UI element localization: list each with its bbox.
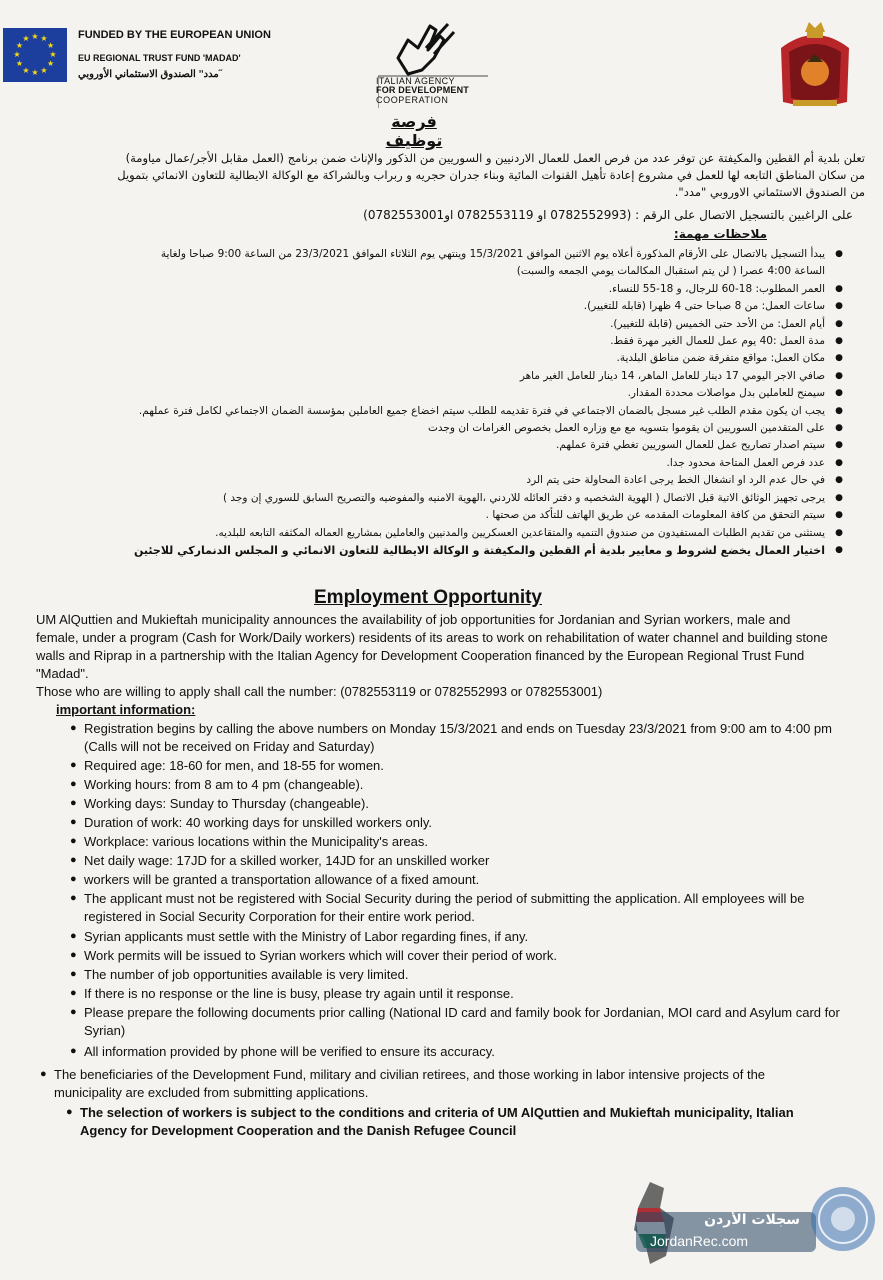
english-info-item: ● The number of job opportunities available is very limited.: [70, 967, 409, 982]
english-info-item: ● Net daily wage: 17JD for a skilled worker, 14JD for an unskilled worker: [70, 853, 490, 868]
arabic-note-item: ● صافي الاجر اليومي 17 دينار للعامل الماهر، 14 دينار للعامل الغير ماهر: [519, 369, 843, 382]
eu-star-icon: ★: [31, 32, 39, 41]
jordan-coat-of-arms-icon: [773, 18, 857, 110]
english-info-item: ● The applicant must not be registered with Social Security during the period of submitting the application. All employees will be registered in Social Security Corporation for their entire work period.: [70, 891, 805, 924]
arabic-note-item: ● العمر المطلوب: 18-60 للرجال، و 18-55 للنساء.: [608, 282, 843, 295]
eu-star-icon: ★: [49, 50, 57, 59]
eu-star-icon: ★: [22, 34, 30, 44]
arabic-intro-line: من الصندوق الاستئماني الاوروبي "مدد".: [674, 185, 865, 199]
eu-trust-fund-text: EU REGIONAL TRUST FUND 'MADAD': [78, 53, 241, 63]
arabic-note-item: ● سيمنح للعاملين بدل مواصلات محددة المقدار.: [627, 387, 843, 400]
english-info-item: ● Workplace: various locations within the Municipality's areas.: [70, 834, 429, 849]
arabic-intro: [117, 150, 865, 201]
english-info-item: ● Working days: Sunday to Thursday (changeable).: [70, 796, 369, 811]
arabic-note-item: ● مكان العمل: مواقع متفرقة ضمن مناطق البلدية.: [616, 352, 843, 365]
arabic-note-item: ● يرجى تجهيز الوثائق الاتية قبل الاتصال ( الهوية الشخصيه و دفتر العائله للاردني ،الهوية الامنيه والمفوضيه والتصريح السابق للسوري إن وجد ): [222, 491, 843, 504]
english-info-item: ● Duration of work: 40 working days for unskilled workers only.: [70, 815, 433, 830]
arabic-title: فرصة توظيف: [385, 112, 443, 150]
english-title: Employment Opportunity: [314, 587, 542, 608]
eu-star-icon: ★: [22, 65, 30, 75]
english-info-item: ● If there is no response or the line is busy, please try again until it response.: [70, 986, 514, 1001]
seal-icon: [808, 1184, 878, 1254]
arabic-note-item: ● على المتقدمين السوريين ان يقوموا بتسويه مع مع وزاره العمل بخصوص الغرامات ان وجدت: [428, 422, 843, 435]
italian-agency-line1: ITALIAN AGENCY: [376, 76, 455, 86]
arabic-note-continuation: الساعة 4:00 عصرا ( لن يتم استقبال المكالمات يومي الجمعه والسبت): [516, 265, 825, 278]
arabic-note-item: ● سيتم التحقق من كافة المعلومات المقدمه عن طريق الهاتف للتأكد من صحتها .: [485, 509, 843, 522]
english-info-item: ● The selection of workers is subject to the conditions and criteria of UM AlQuttien and Mukieftah municipality, Italian Agency for Development Cooperation and the Danish Refugee Council: [66, 1105, 794, 1138]
eu-arabic-text: الصندوق الاستئماني الأوروبي ˮمدد˝: [78, 69, 223, 80]
arabic-notes-list: [23, 246, 843, 559]
english-important-heading: important information:: [56, 702, 196, 717]
arabic-note-item: ● يستثنى من تقديم الطلبات المستفيدون من صندوق التنميه والمتقاعدين العسكريين والمدنيين والعاملين بمشاريع العماله المكثفه التابعه للبلديه.: [215, 526, 843, 539]
eu-star-icon: ★: [40, 34, 48, 44]
eu-star-icon: ★: [46, 59, 55, 68]
eu-star-icon: ★: [13, 50, 21, 59]
eu-star-icon: ★: [15, 41, 23, 50]
eu-star-icon: ★: [15, 59, 23, 68]
english-info-item: ● All information provided by phone will be verified to ensure its accuracy.: [70, 1044, 495, 1059]
eu-star-icon: ★: [31, 68, 39, 77]
english-info-item: ● Please prepare the following documents prior calling (National ID card and family book for Jordanian, MOI card and Asylum card for Syrian): [70, 1005, 840, 1038]
english-intro: UM AlQuttien and Mukieftah municipality announces the availability of job opportunities for Jordanian and Syrian workers, male and female, under a program (Cash for Work/Daily workers) residents of its areas to work on rehabilitation of water channel and building stone walls and Riprap in a partnership with the Italian Agency for Development Cooperation financed by the European Regional Trust Fund "Madad".: [36, 612, 828, 681]
english-info-item: ● Registration begins by calling the above numbers on Monday 15/3/2021 and ends on Tuesday 23/3/2021 from 9:00 am to 4:00 pm (Calls will not be received on Friday and Saturday): [70, 721, 832, 754]
english-info-item: ● Syrian applicants must settle with the Ministry of Labor regarding fines, if any.: [70, 929, 529, 944]
arabic-note-item: ● عدد فرص العمل المتاحة محدود جدا.: [666, 456, 843, 469]
english-info-item: ● Working hours: from 8 am to 4 pm (changeable).: [70, 777, 364, 792]
arabic-notes-heading: ملاحظات مهمة:: [673, 227, 767, 241]
arabic-note-item: ● يجب ان يكون مقدم الطلب غير مسجل بالضمان الاجتماعي في فترة تقديمه للطلب سيتم اخضاع جميع العاملين بمؤسسة الضمان الاجتماعي لكامل فترة عملهم.: [138, 404, 843, 417]
eu-funded-text: FUNDED BY THE EUROPEAN UNION: [78, 29, 271, 41]
italian-agency-line3: COOPERATION: [376, 95, 449, 105]
watermark-site: JordanRec.com: [650, 1233, 749, 1249]
arabic-note-item: ● ساعات العمل: من 8 صباحا حتى 4 ظهرا (قابله للتغيير).: [583, 300, 843, 313]
arabic-note-item: ● أيام العمل: من الأحد حتى الخميس (قابلة للتغيير).: [610, 317, 843, 330]
eu-flag-icon: [3, 28, 67, 82]
watermark-arabic: سجلات الأردن: [704, 1212, 800, 1228]
arabic-note-item: ● سيتم اصدار تصاريح عمل للعمال السوريين تغطي فترة عملهم.: [556, 439, 843, 452]
arabic-call-numbers: على الراغبين بالتسجيل الاتصال على الرقم : (0782552993 او 0782553119 او0782553001): [363, 208, 853, 222]
arabic-intro-line: من سكان المناطق التابعه لها للعمل في مشروع إعادة تأهيل القنوات المائية وبناء جدران حجريه و ربراب وبالشراكة مع الوكالة الايطالية للتعاون الانمائي بتمويل: [117, 168, 865, 182]
eu-star-icon: ★: [40, 65, 48, 75]
arabic-note-item: ● اختيار العمال يخضع لشروط و معايير بلدية أم القطين والمكيفتة و الوكالة الايطالية للتعاون الانمائي و المجلس الدنماركي للاجئين: [134, 543, 843, 557]
english-info-item: ● Work permits will be issued to Syrian workers which will cover their period of work.: [70, 948, 557, 963]
eu-star-icon: ★: [46, 41, 55, 50]
italian-agency-line2: FOR DEVELOPMENT: [376, 85, 470, 95]
english-call-numbers: Those who are willing to apply shall call the number: (0782553119 or 0782552993 or 0782553001): [36, 684, 603, 699]
arabic-note-item: ● يبدأ التسجيل بالاتصال على الأرقام المذكورة أعلاه يوم الاثنين الموافق 15/3/2021 وينتهي يوم الثلاثاء الموافق 23/3/2021 من الساعة 9:00 صباحا ولغاية: [160, 248, 843, 260]
english-info-item: ● Required age: 18-60 for men, and 18-55 for women.: [70, 758, 384, 773]
arabic-note-item: ● مدة العمل :40 يوم عمل للعمال الغير مهرة فقط.: [610, 335, 843, 348]
arabic-note-item: ● في حال عدم الرد او انشغال الخط يرجى اعادة المحاولة حتى يتم الرد: [526, 474, 843, 487]
english-info-item: ● workers will be granted a transportation allowance of a fixed amount.: [70, 872, 480, 887]
english-info-item: ● The beneficiaries of the Development Fund, military and civilian retirees, and those working in labor intensive projects of the municipality are excluded from submitting applications.: [40, 1067, 766, 1100]
arabic-intro-line: تعلن بلدية أم القطين والمكيفتة عن توفر عدد من فرص العمل للعمال الاردنيين و السوريين من الذكور والإناث ضمن برنامج (العمل مقابل الأجر/عمال مياومة): [125, 151, 865, 165]
